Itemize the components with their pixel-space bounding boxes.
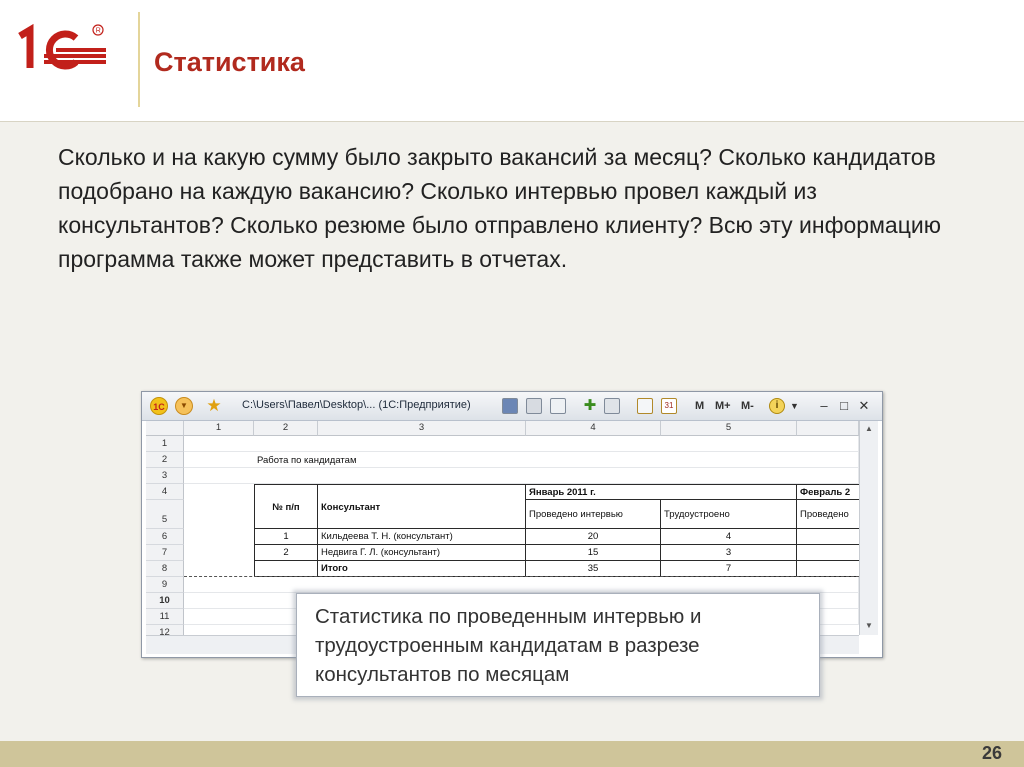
table-cell-empty[interactable]	[797, 529, 859, 545]
header-interviews-feb: Проведено	[797, 500, 859, 529]
info-icon[interactable]: i	[769, 398, 785, 414]
column-header[interactable]: 4	[526, 421, 661, 436]
print-preview-icon[interactable]	[550, 398, 566, 414]
row-header[interactable]: 3	[146, 468, 184, 484]
column-header[interactable]: 1	[184, 421, 254, 436]
total-label[interactable]: Итого	[318, 561, 526, 577]
page-break-line	[184, 576, 859, 577]
chevron-down-icon[interactable]: ▼	[790, 401, 799, 411]
scroll-up-icon[interactable]: ▲	[865, 424, 873, 433]
total-employed[interactable]: 7	[661, 561, 797, 577]
window-titlebar	[142, 392, 882, 421]
main-menu-icon[interactable]: ▼	[175, 397, 193, 415]
table-cell-consultant[interactable]: Недвига Г. Л. (консультант)	[318, 545, 526, 561]
minimize-icon[interactable]: –	[820, 398, 828, 413]
column-header[interactable]: 3	[318, 421, 526, 436]
slide-header	[0, 0, 1024, 122]
1c-app-icon[interactable]: 1C	[150, 397, 168, 415]
table-cell-interviews[interactable]: 20	[526, 529, 661, 545]
table-cell-employed[interactable]: 3	[661, 545, 797, 561]
column-header[interactable]	[797, 421, 859, 436]
table-cell-empty[interactable]	[797, 545, 859, 561]
scroll-down-icon[interactable]: ▼	[865, 621, 873, 630]
row-header[interactable]: 10	[146, 593, 184, 609]
header-employed: Трудоустроено	[661, 500, 797, 529]
header-month-january: Январь 2011 г.	[526, 484, 797, 500]
print-icon[interactable]	[526, 398, 542, 414]
header-separator	[0, 121, 1024, 122]
row-header[interactable]: 11	[146, 609, 184, 625]
calculator-icon[interactable]	[637, 398, 653, 414]
header-divider	[138, 12, 140, 107]
memory-minus-button[interactable]: M-	[741, 400, 754, 412]
table-cell-interviews[interactable]: 15	[526, 545, 661, 561]
report-title: Работа по кандидатам	[257, 455, 357, 466]
row-header[interactable]: 2	[146, 452, 184, 468]
slide-body-text: Сколько и на какую сумму было закрыто вакансий за месяц? Сколько кандидатов подобрано на каждую вакансию? Сколько интервью провел каждый из консультантов? Сколько резюме было отправлено клиенту? Всю эту информацию программа также может представить в отчетах.	[58, 144, 941, 272]
column-header[interactable]: 2	[254, 421, 318, 436]
history-icon[interactable]	[604, 398, 620, 414]
calendar-icon[interactable]: 31	[661, 398, 677, 414]
column-header[interactable]: 5	[661, 421, 797, 436]
grid-row[interactable]	[184, 436, 859, 452]
table-cell-empty[interactable]	[797, 561, 859, 577]
memory-plus-button[interactable]: M+	[715, 400, 731, 412]
header-month-february: Февраль 2	[797, 484, 859, 500]
page-number: 26	[981, 743, 1002, 763]
header-interviews: Проведено интервью	[526, 500, 661, 529]
grid-row[interactable]	[184, 468, 859, 484]
row-header[interactable]: 7	[146, 545, 184, 561]
header-consultant: Консультант	[318, 484, 526, 529]
table-cell-employed[interactable]: 4	[661, 529, 797, 545]
add-favorite-icon[interactable]: ✚	[583, 397, 597, 414]
row-header[interactable]: 12	[146, 625, 184, 635]
vertical-scrollbar[interactable]	[859, 421, 878, 635]
memory-m-button[interactable]: M	[695, 400, 705, 412]
header-num: № п/п	[254, 484, 318, 529]
close-icon[interactable]: ✕	[858, 398, 870, 413]
corner-header	[146, 421, 184, 436]
row-header[interactable]: 1	[146, 436, 184, 452]
callout-box	[296, 593, 820, 697]
maximize-icon[interactable]: □	[840, 398, 848, 413]
slide-title: Статистика	[154, 47, 305, 77]
table-cell-empty[interactable]	[254, 561, 318, 577]
table-cell-num[interactable]: 2	[254, 545, 318, 561]
row-header[interactable]: 9	[146, 577, 184, 593]
row-header[interactable]: 4	[146, 484, 184, 500]
save-icon[interactable]	[502, 398, 518, 414]
favorites-star-icon[interactable]: ★	[206, 396, 222, 415]
svg-text:R: R	[95, 27, 101, 35]
row-header[interactable]: 5	[146, 500, 184, 529]
1c-logo	[14, 22, 110, 82]
total-interviews[interactable]: 35	[526, 561, 661, 577]
window-title: C:\Users\Павел\Desktop\... (1С:Предприятие)	[242, 399, 471, 411]
callout-text: Статистика по проведенным интервью и трудоустроенным кандидатам в разрезе консультантов по месяцам	[315, 605, 702, 686]
grid-row[interactable]	[184, 577, 859, 593]
row-header[interactable]: 6	[146, 529, 184, 545]
slide-footer	[0, 741, 1024, 767]
table-cell-consultant[interactable]: Кильдеева Т. Н. (консультант)	[318, 529, 526, 545]
table-cell-num[interactable]: 1	[254, 529, 318, 545]
row-header[interactable]: 8	[146, 561, 184, 577]
